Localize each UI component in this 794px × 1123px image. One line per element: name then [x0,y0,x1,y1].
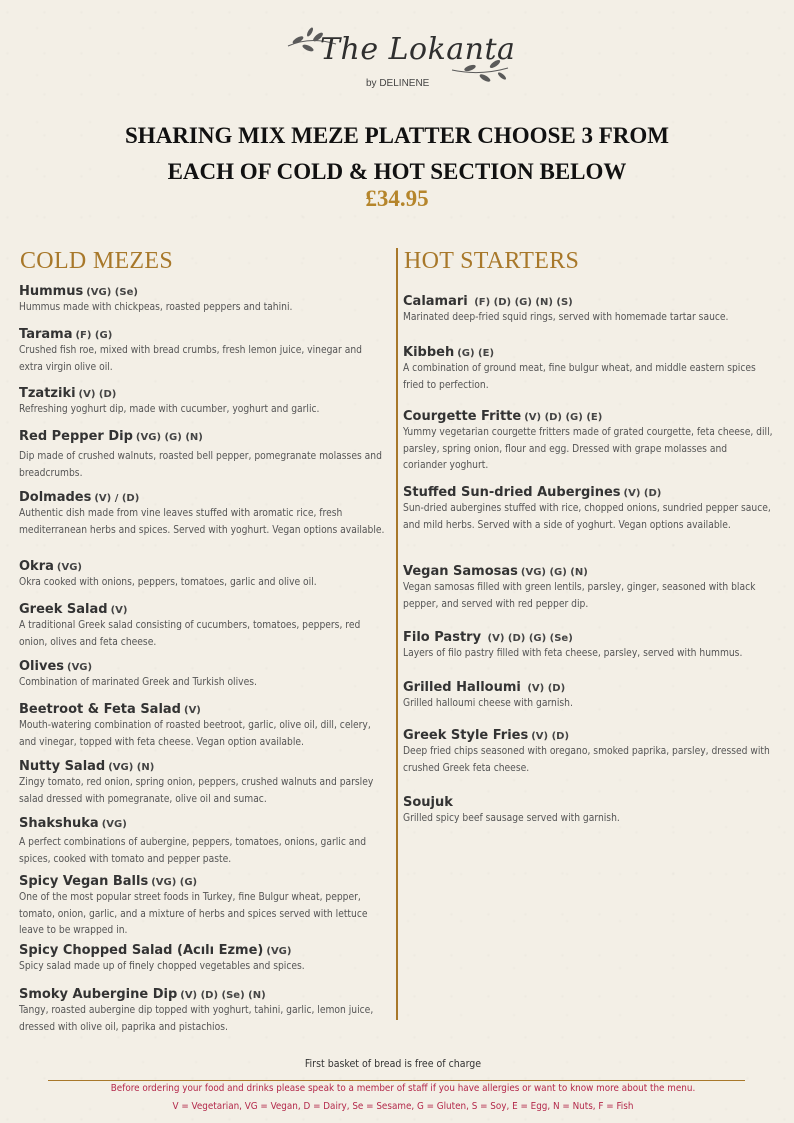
item-description: Deep fried chips seasoned with oregano, smoked paprika, parsley, dressed with crushed Greek feta cheese. [403,746,770,774]
menu-item [19,598,387,651]
item-dietary-tags: (VG) [56,562,82,573]
item-dietary-tags: (VG) (G) (N) [135,432,203,443]
menu-item [403,626,763,663]
item-description: Yummy vegetarian courgette fritters made of grated courgette, feta cheese, dill, parsley, spring onion, flour and egg. Dressed with grape molasses and coriander yoghurt. [403,427,773,471]
item-dietary-tags: (VG) (G) (N) [520,567,588,578]
item-dietary-tags: (V) (D) [78,389,117,400]
item-description: A combination of ground meat, fine bulgur wheat, and middle eastern spices fried to perfection. [403,363,756,391]
item-dietary-tags: (G) (E) [457,348,495,359]
item-name: Calamari [403,294,468,309]
item-name: Shakshuka [19,816,99,831]
item-name: Stuffed Sun-dried Aubergines [403,485,621,500]
item-description: Sun-dried aubergines stuffed with rice, chopped onions, sundried pepper sauce, and mild herbs. Served with a side of yoghurt. Vegan options available. [403,503,771,531]
item-name: Tarama [19,327,73,342]
menu-item [403,560,773,613]
item-description: Hummus made with chickpeas, roasted peppers and tahini. [19,302,293,313]
item-name: Kibbeh [403,345,455,360]
menu-item [19,983,387,1036]
item-dietary-tags: (F) (D) (G) (N) (S) [470,297,573,308]
menu-item [19,382,387,419]
item-description: Dip made of crushed walnuts, roasted bell pepper, pomegranate molasses and breadcrumbs. [19,451,382,479]
item-dietary-tags: (VG) (Se) [86,287,138,298]
dietary-legend: V = Vegetarian, VG = Vegan, D = Dairy, Se = Sesame, G = Gluten, S = Soy, E = Egg, N = Nuts, F = Fish [172,1101,634,1112]
item-name: Red Pepper Dip [19,429,133,444]
item-description: Refreshing yoghurt dip, made with cucumber, yoghurt and garlic. [19,404,320,415]
menu-item [403,405,773,475]
allergy-notice: Before ordering your food and drinks please speak to a member of staff if you have allergies or want to know more about the menu. [110,1083,696,1094]
menu-item [403,791,771,828]
item-description: Grilled spicy beef sausage served with garnish. [403,813,620,824]
item-name: Courgette Fritte [403,409,522,424]
item-name: Hummus [19,284,84,299]
item-name: Beetroot & Feta Salad [19,702,181,717]
platter-heading-line1: SHARING MIX MEZE PLATTER CHOOSE 3 FROM [125,123,669,148]
item-description: Authentic dish made from vine leaves stuffed with aromatic rice, fresh mediterranean herbs and spices. Served with yoghurt. Vegan options available. [19,508,385,536]
item-description: Vegan samosas filled with green lentils, parsley, ginger, seasoned with black pepper, and served with red pepper dip. [403,582,756,610]
hot-starters-title: HOT STARTERS [404,248,580,274]
item-dietary-tags: (V) (D) [523,683,566,694]
platter-heading [0,118,794,190]
column-divider [396,248,398,1020]
item-description: Spicy salad made up of finely chopped vegetables and spices. [19,961,305,972]
restaurant-logo [280,18,520,103]
item-name: Vegan Samosas [403,564,518,579]
cold-mezes-title: COLD MEZES [20,248,173,274]
item-name: Soujuk [403,795,453,810]
item-description: Crushed fish roe, mixed with bread crumbs, fresh lemon juice, vinegar and extra virgin olive oil. [19,345,362,373]
item-dietary-tags: (V) (D) (Se) (N) [180,990,266,1001]
item-dietary-tags: (VG) (N) [108,762,155,773]
item-description: A perfect combinations of aubergine, peppers, tomatoes, onions, garlic and spices, cooked with tomato and pepper paste. [19,837,367,865]
item-name: Greek Style Fries [403,728,529,743]
item-name: Tzatziki [19,386,76,401]
menu-item [19,939,387,976]
item-dietary-tags: (V) [110,605,128,616]
item-dietary-tags: (F) (G) [75,330,113,341]
menu-item [403,481,773,534]
item-name: Filo Pastry [403,630,482,645]
item-description: Grilled halloumi cheese with garnish. [403,698,573,709]
menu-item [19,555,387,592]
menu-item [403,724,771,777]
menu-item [19,486,391,539]
menu-item [403,676,771,713]
item-dietary-tags: (V) (D) (G) (E) [524,412,603,423]
item-description: Okra cooked with onions, peppers, tomatoes, garlic and olive oil. [19,577,317,588]
menu-item [19,280,387,317]
menu-item [19,425,387,482]
item-description: Tangy, roasted aubergine dip topped with yoghurt, tahini, garlic, lemon juice, dressed with olive oil, paprika and pistachios. [19,1005,374,1033]
item-name: Grilled Halloumi [403,680,521,695]
platter-heading-line2: EACH OF COLD & HOT SECTION BELOW [167,159,627,184]
item-dietary-tags: (V) (D) [623,488,662,499]
item-dietary-tags: (V) [184,705,201,716]
menu-item [19,755,387,808]
footer-divider [48,1080,745,1081]
item-name: Spicy Chopped Salad (Acılı Ezme) [19,943,264,958]
menu-item [19,870,391,940]
logo-subtitle: by DELINENE [366,78,430,89]
bread-note: First basket of bread is free of charge [304,1058,482,1070]
item-name: Smoky Aubergine Dip [19,987,178,1002]
menu-item [19,655,387,692]
item-description: Mouth-watering combination of roasted beetroot, garlic, olive oil, dill, celery, and vinegar, topped with feta cheese. Vegan option available. [19,720,371,748]
item-dietary-tags: (VG) [67,662,93,673]
menu-item [19,323,387,376]
item-name: Nutty Salad [19,759,106,774]
menu-item [19,698,387,751]
menu-item [403,290,775,327]
item-description: Combination of marinated Greek and Turkish olives. [19,677,257,688]
item-description: Layers of filo pastry filled with feta cheese, parsley, served with hummus. [403,648,743,659]
logo-name: The Lokanta [320,32,516,67]
item-dietary-tags: (VG) [266,946,292,957]
platter-price: £34.95 [365,186,429,211]
item-description: Zingy tomato, red onion, spring onion, peppers, crushed walnuts and parsley salad dressed with pomegranate, olive oil and sumac. [19,777,374,805]
menu-item [403,341,771,394]
item-name: Greek Salad [19,602,108,617]
item-name: Olives [19,659,64,674]
item-dietary-tags: (VG) (G) [151,877,198,888]
item-dietary-tags: (V) (D) (G) (Se) [484,633,573,644]
item-name: Spicy Vegan Balls [19,874,149,889]
item-name: Okra [19,559,54,574]
item-description: Marinated deep-fried squid rings, served with homemade tartar sauce. [403,312,729,323]
item-name: Dolmades [19,490,92,505]
item-dietary-tags: (V) / (D) [94,493,140,504]
item-description: One of the most popular street foods in Turkey, fine Bulgur wheat, pepper, tomato, onion, garlic, and a mixture of herbs and spices served with lettuce leave to be wrapped in. [19,892,368,936]
item-dietary-tags: (VG) [101,819,127,830]
item-dietary-tags: (V) (D) [531,731,570,742]
item-description: A traditional Greek salad consisting of cucumbers, tomatoes, peppers, red onion, olives and feta cheese. [19,620,361,648]
menu-item [19,812,389,868]
